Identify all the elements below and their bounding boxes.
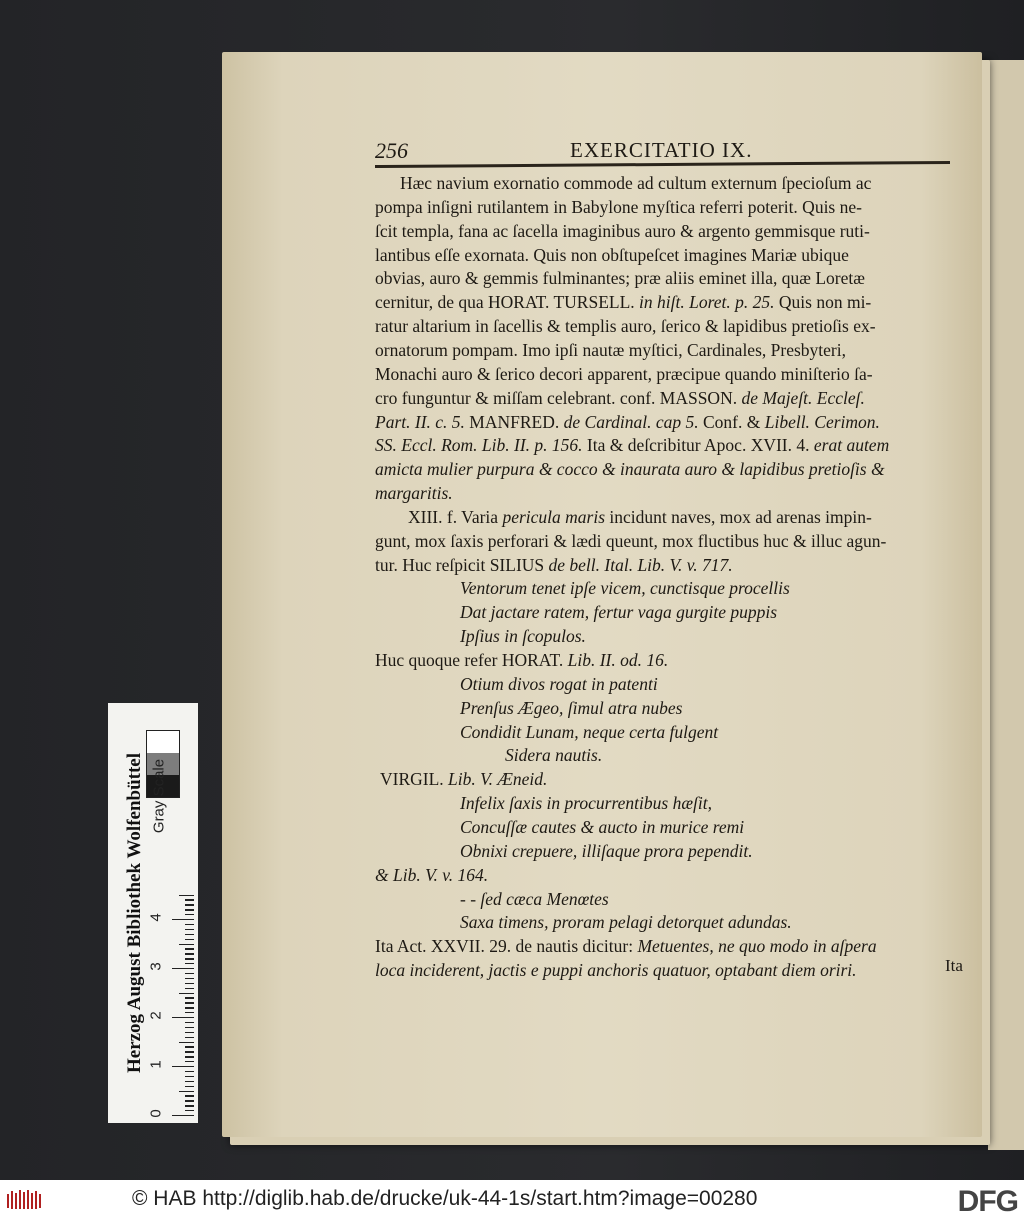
italic-text: de Majeſt. Eccleſ. (741, 387, 865, 408)
catchword: Ita (945, 956, 963, 975)
italic-text: Lib. II. od. 16. (567, 650, 669, 670)
italic-text: ſed cæca Menœtes (480, 888, 609, 909)
roman-text: cro funguntur & miſſam celebrant. conf. MASSON. (375, 387, 742, 408)
text-line (400, 172, 871, 194)
text-line (375, 458, 885, 480)
text-line (375, 959, 857, 981)
text-line (460, 911, 792, 933)
scale-tick (185, 909, 194, 910)
scale-number: 3 (147, 962, 165, 971)
text-line (375, 196, 862, 218)
text-line (460, 792, 712, 814)
italic-text: Libell. Cerimon. (764, 411, 880, 432)
roman-text: Ita & deſcribitur Apoc. XVII. 4. (582, 435, 814, 456)
scale-tick (179, 944, 194, 945)
italic-text: SS. Eccl. Rom. Lib. II. p. 156. (375, 435, 583, 456)
italic-text: Dat jactare ratem, fertur vaga gurgite puppis (460, 602, 778, 623)
text-line (375, 554, 733, 576)
scale-tick (185, 929, 194, 930)
scale-tick (185, 997, 194, 998)
page-number: 256 (375, 138, 408, 163)
gray-scale-label-text: Gray Scale (150, 758, 168, 833)
text-line (375, 482, 453, 504)
text-line (460, 697, 682, 719)
text-line (408, 506, 872, 528)
text-line (375, 339, 846, 361)
scale-tick (185, 939, 194, 940)
adjacent-page-edge (988, 60, 1024, 1150)
text-line (375, 434, 889, 456)
scale-tick (185, 1076, 194, 1077)
text-line (460, 601, 777, 623)
cm-scale (147, 895, 195, 1120)
text-line (375, 411, 880, 433)
italic-text: Lib. V. Æneid. (448, 769, 548, 790)
scale-tick (185, 1027, 194, 1028)
roman-text: obvias, auro & gemmis fulminantes; præ aliis eminet illa, quæ Loretæ (375, 268, 865, 289)
text-line (375, 244, 849, 266)
text-line (460, 625, 586, 647)
italic-text: Sidera nautis. (505, 745, 603, 766)
italic-text: Ventorum tenet ipſe vicem, cunctisque procellis (460, 578, 790, 599)
scale-tick (172, 1017, 194, 1018)
italic-text: Metuentes, ne quo modo in aſpera (637, 936, 877, 957)
scale-tick (185, 973, 194, 974)
roman-text: Quis non mi- (774, 292, 872, 313)
italic-text: margaritis. (375, 483, 453, 504)
roman-text: ornatorum pompam. Imo ipſi nautæ myſtici, Cardinales, Presbyteri, (375, 339, 846, 360)
scale-tick (185, 1051, 194, 1052)
italic-text: in hiſt. Loret. p. 25. (639, 292, 775, 313)
text-line (375, 267, 865, 289)
italic-text: erat autem (813, 435, 890, 456)
roman-text: ratur altarium in ſacellis & templis auro, ſerico & lapidibus pretioſis ex- (375, 316, 876, 337)
gray-scale-label (148, 703, 170, 888)
italic-text: loca inciderent, jactis e puppi anchoris quatuor, optabant diem oriri. (375, 960, 857, 981)
scale-number: 1 (147, 1060, 165, 1069)
scale-tick (185, 899, 194, 900)
ruler-title-text: Herzog August Bibliothek Wolfenbüttel (124, 752, 145, 1074)
text-line (460, 816, 744, 838)
roman-text: Hæc navium exornatio commode ad cultum externum ſpecioſum ac (400, 173, 872, 193)
roman-text: lantibus eſſe exornata. Quis non obſtupeſcet imagines Mariæ ubique (375, 244, 849, 265)
source-url: © HAB http://diglib.hab.de/drucke/uk-44-1s/start.htm?image=00280 (132, 1187, 758, 1210)
text-line (460, 673, 658, 695)
scale-tick (185, 958, 194, 959)
roman-text: gunt, mox ſaxis perforari & lædi queunt, mox fluctibus huc & illuc agun- (375, 530, 887, 551)
italic-text: Ipſius in ſcopulos. (460, 626, 586, 647)
scale-tick (172, 1066, 194, 1067)
roman-text: Huc quoque refer HORAT. (375, 650, 568, 670)
text-line (375, 315, 876, 337)
scale-tick (185, 963, 194, 964)
text-line (460, 888, 609, 910)
scale-tick (179, 1042, 194, 1043)
italic-text: Condidit Lunam, neque certa fulgent (460, 721, 719, 742)
roman-text: ſcit templa, fana ac ſacella imaginibus auro & argento gemmisque ruti- (375, 220, 870, 241)
text-line (375, 220, 870, 242)
italic-text: Saxa timens, proram pelagi detorquet adundas. (460, 912, 792, 933)
scale-tick (172, 968, 194, 969)
scale-tick (185, 904, 194, 905)
scale-number: 4 (147, 913, 165, 922)
scale-tick (185, 988, 194, 989)
text-line (375, 363, 873, 385)
scale-tick (185, 1037, 194, 1038)
text-line (505, 744, 602, 766)
text-line (460, 840, 753, 862)
scale-tick (185, 978, 194, 979)
roman-text: incidunt naves, mox ad arenas impin- (605, 506, 872, 527)
roman-text: tur. Huc reſpicit SILIUS (375, 554, 549, 575)
scale-tick (172, 919, 194, 920)
scale-tick (185, 1012, 194, 1013)
footer-bar (0, 1180, 1024, 1220)
roman-text: XIII. f. Varia (408, 506, 503, 527)
scale-tick (185, 934, 194, 935)
text-line (375, 530, 886, 552)
scale-tick (179, 895, 194, 896)
roman-text: Ita Act. XXVII. 29. de nautis dicitur: (375, 936, 638, 957)
dfg-logo: DFG (957, 1185, 1018, 1218)
italic-text: & Lib. V. v. 164. (375, 864, 489, 885)
scale-tick (185, 953, 194, 954)
roman-text: pompa inſigni rutilantem in Babylone myſtica referri poterit. Quis ne- (375, 196, 862, 217)
italic-text: Obnixi crepuere, illiſaque prora pependit. (460, 840, 753, 861)
scale-tick (185, 1046, 194, 1047)
text-line (380, 768, 547, 790)
scale-tick (185, 983, 194, 984)
roman-text: VIRGIL. (380, 769, 449, 790)
text-line (460, 577, 790, 599)
scale-tick (185, 1095, 194, 1096)
italic-text: pericula maris (502, 506, 606, 527)
scale-tick (185, 924, 194, 925)
italic-text: Otium divos rogat in patenti (460, 673, 658, 694)
scale-tick (185, 1007, 194, 1008)
italic-text: Prenſus Ægeo, ſimul atra nubes (460, 697, 683, 718)
scale-tick (179, 993, 194, 994)
italic-text: amicta mulier purpura & cocco & inaurata auro & lapidibus pretioſis & (375, 459, 885, 480)
scale-tick (185, 1056, 194, 1057)
scale-tick (172, 1115, 194, 1116)
text-line (460, 721, 718, 743)
scale-tick (185, 948, 194, 949)
hab-logo-icon (6, 1188, 42, 1212)
italic-text: Concuſſæ cautes & aucto in murice remi (460, 816, 745, 837)
roman-text: MANFRED. (464, 411, 564, 432)
scale-number: 0 (147, 1109, 165, 1118)
italic-text: Part. II. c. 5. (375, 411, 465, 432)
scale-tick (185, 1110, 194, 1111)
scale-tick (185, 1022, 194, 1023)
italic-text: de Cardinal. cap 5. (563, 411, 699, 432)
scale-tick (185, 1002, 194, 1003)
roman-text: Monachi auro & ſerico decori apparent, præcipue quando miniſterio ſa- (375, 363, 873, 384)
italic-text: de bell. Ital. Lib. V. v. 717. (548, 554, 733, 575)
text-line (375, 387, 865, 409)
scale-tick (185, 914, 194, 915)
scale-tick (185, 1071, 194, 1072)
scale-tick (185, 1032, 194, 1033)
roman-text: - - (460, 888, 481, 909)
scale-tick (185, 1081, 194, 1082)
scale-number: 2 (147, 1011, 165, 1020)
italic-text: Infelix ſaxis in procurrentibus hæſit, (460, 793, 712, 814)
text-line (375, 935, 877, 957)
scale-tick (179, 1091, 194, 1092)
scale-tick (185, 1061, 194, 1062)
scale-tick (185, 1105, 194, 1106)
scale-tick (185, 1086, 194, 1087)
scale-tick (185, 1100, 194, 1101)
text-line (375, 291, 871, 313)
roman-text: Conf. & (698, 411, 765, 432)
roman-text: cernitur, de qua HORAT. TURSELL. (375, 292, 640, 313)
text-line (375, 649, 668, 671)
page-heading: EXERCITATIO IX. (570, 138, 753, 162)
text-line (375, 864, 488, 886)
